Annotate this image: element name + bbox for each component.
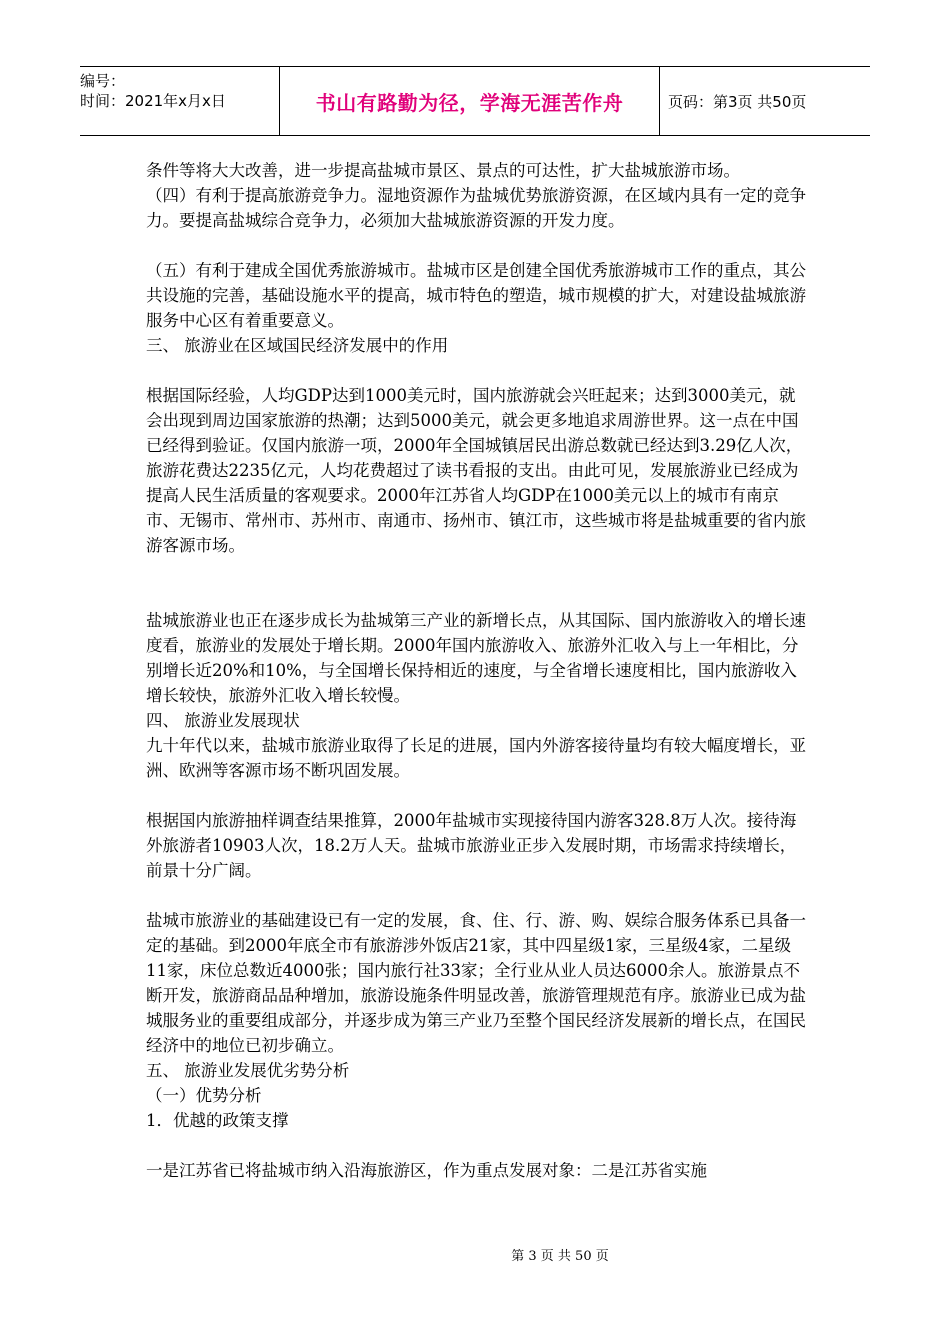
page-footer: 第 3 页 共 50 页 (511, 1249, 609, 1264)
paragraph: 根据国际经验，人均GDP达到1000美元时，国内旅游就会兴旺起来；达到3000美元，就会出现到周边国家旅游的热潮；达到5000美元，就会更多地追求周游世界。这一点在中国已经得到验证。仅国内旅游一项，2000年全国城镇居民出游总数就已经达到3.29亿人次，旅游花费达2235亿元，人均花费超过了读书看报的支出。由此可见，发展旅游业已经成为提高人民生活质量的客观要求。2000年江苏省人均GDP在1000美元以上的城市有南京市、无锡市、常州市、苏州市、南通市、扬州市、镇江市，这些城市将是盐城重要的省内旅游客源市场。 (146, 386, 806, 555)
document-number-label: 编号： (80, 72, 126, 90)
header-motto: 书山有路勤为径，学海无涯苦作舟 (280, 67, 660, 135)
section-heading: 五、 旅游业发展优劣势分析 (146, 1061, 350, 1080)
paragraph: 条件等将大大改善，进一步提高盐城市景区、景点的可达性，扩大盐城旅游市场。 (146, 161, 740, 180)
subsection-heading: （一）优势分析 (146, 1086, 262, 1105)
header-meta (80, 67, 280, 135)
paragraph: 九十年代以来，盐城市旅游业取得了长足的进展，国内外游客接待量均有较大幅度增长，亚洲、欧洲等客源市场不断巩固发展。 (146, 736, 806, 780)
document-body (146, 158, 808, 1183)
paragraph: 一是江苏省已将盐城市纳入沿海旅游区，作为重点发展对象：二是江苏省实施 (146, 1161, 707, 1180)
section-heading: 四、 旅游业发展现状 (146, 711, 300, 730)
paragraph: （四）有利于提高旅游竞争力。湿地资源作为盐城优势旅游资源，在区域内具有一定的竞争力。要提高盐城综合竞争力，必须加大盐城旅游资源的开发力度。 (146, 186, 806, 230)
document-date-label: 时间：2021年x月x日 (80, 92, 226, 110)
paragraph: 根据国内旅游抽样调查结果推算，2000年盐城市实现接待国内游客328.8万人次。接待海外旅游者10903人次，18.2万人天。盐城市旅游业正步入发展时期，市场需求持续增长，前景十分广阔。 (146, 811, 797, 880)
page-header (80, 66, 870, 136)
paragraph: （五）有利于建成全国优秀旅游城市。盐城市区是创建全国优秀旅游城市工作的重点，其公共设施的完善，基础设施水平的提高，城市特色的塑造，城市规模的扩大，对建设盐城旅游服务中心区有着重要意义。 (146, 261, 806, 330)
paragraph: 盐城旅游业也正在逐步成长为盐城第三产业的新增长点，从其国际、国内旅游收入的增长速度看，旅游业的发展处于增长期。2000年国内旅游收入、旅游外汇收入与上一年相比，分别增长近20%和10%，与全国增长保持相近的速度，与全省增长速度相比，国内旅游收入增长较快，旅游外汇收入增长较慢。 (146, 611, 806, 705)
paragraph: 盐城市旅游业的基础建设已有一定的发展，食、住、行、游、购、娱综合服务体系已具备一定的基础。到2000年底全市有旅游涉外饭店21家，其中四星级1家，三星级4家，二星级11家，床位总数近4000张；国内旅行社33家；全行业从业人员达6000余人。旅游景点不断开发，旅游商品品种增加，旅游设施条件明显改善，旅游管理规范有序。旅游业已成为盐城服务业的重要组成部分，并逐步成为第三产业乃至整个国民经济发展新的增长点，在国民经济中的地位已初步确立。 (146, 911, 806, 1055)
header-page-number: 页码：第3页 共50页 (668, 92, 807, 111)
section-heading: 三、 旅游业在区域国民经济发展中的作用 (146, 336, 449, 355)
subsection-heading: 1．优越的政策支撑 (146, 1111, 289, 1130)
